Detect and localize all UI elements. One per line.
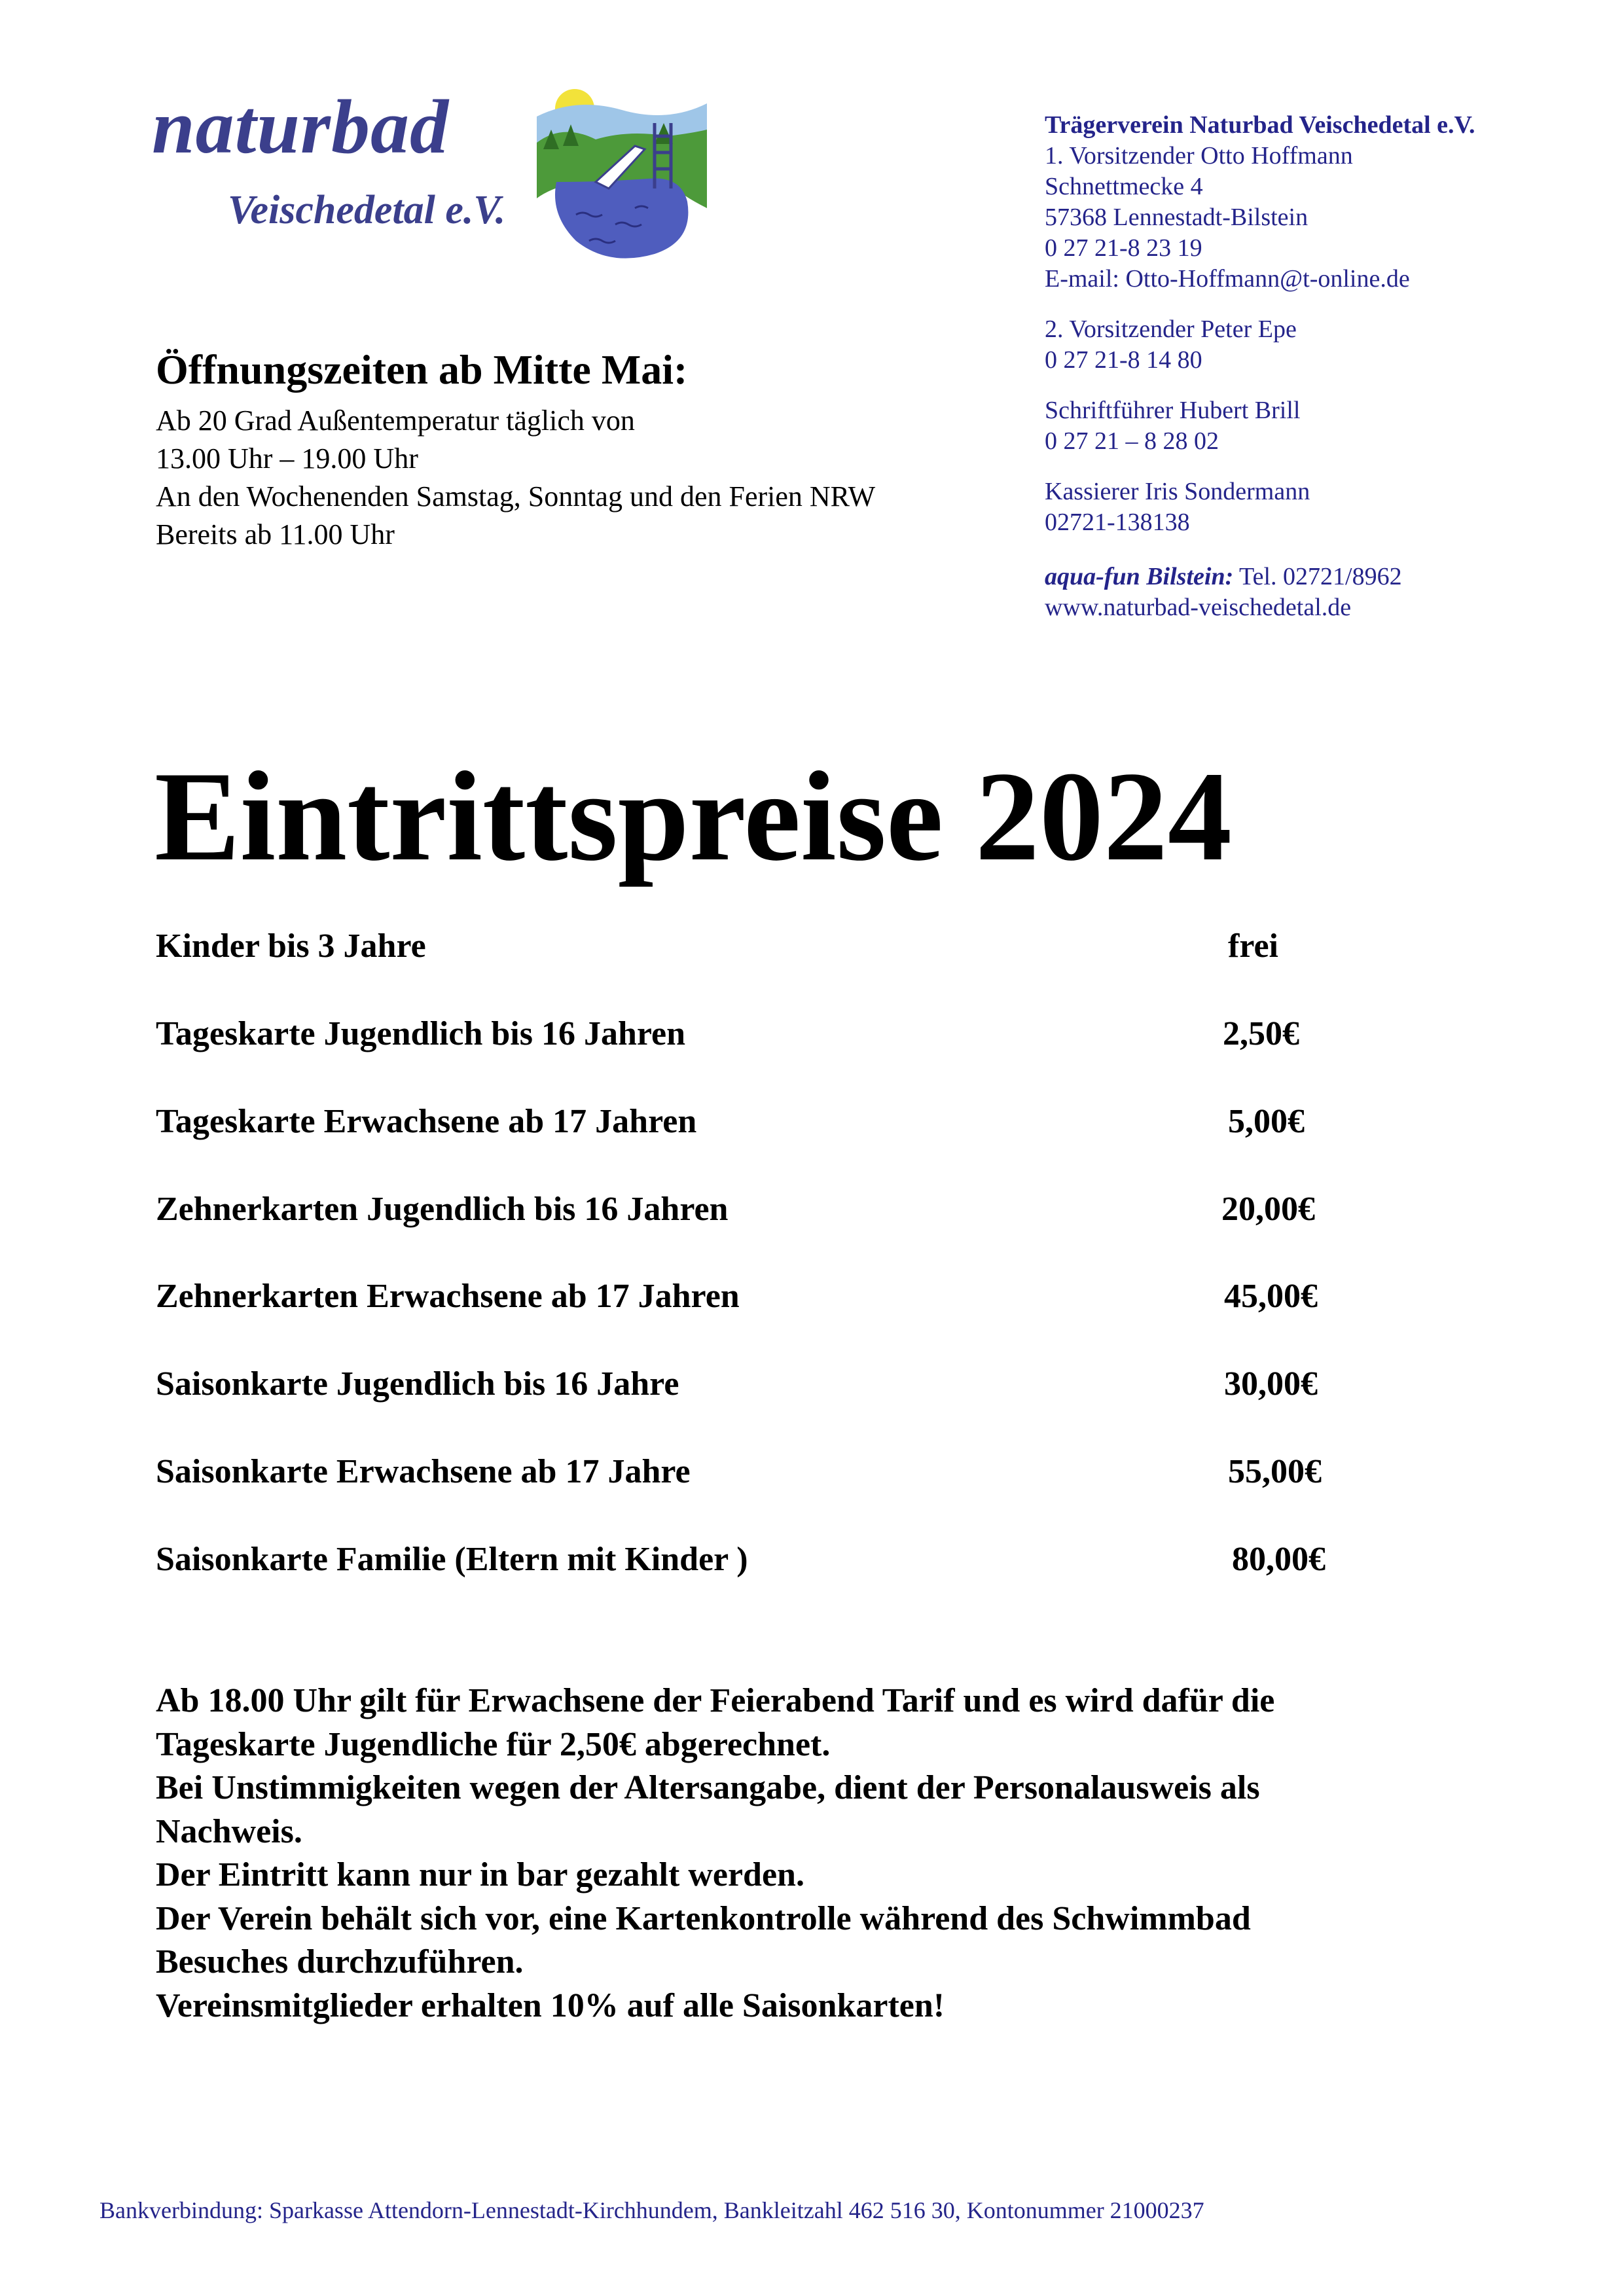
note-line: Ab 18.00 Uhr gilt für Erwachsene der Feierabend Tarif und es wird dafür die: [156, 1682, 1275, 1719]
price-value: 20,00€: [1221, 1191, 1315, 1228]
hours-text: [156, 402, 1072, 554]
org-name: Trägerverein Naturbad Veischedetal e.V.: [1045, 111, 1475, 139]
price-value: 5,00€: [1228, 1103, 1305, 1140]
phone4: 02721-138138: [1045, 509, 1190, 536]
price-label: Tageskarte Jugendlich bis 16 Jahren: [156, 1015, 686, 1052]
price-value: 45,00€: [1224, 1278, 1318, 1315]
pond-logo-icon: [537, 84, 707, 267]
note-line: Der Verein behält sich vor, eine Kartenkontrolle während des Schwimmbad: [156, 1899, 1251, 1937]
price-label: Kinder bis 3 Jahre: [156, 927, 426, 965]
hours-line: An den Wochenenden Samstag, Sonntag und den Ferien NRW: [156, 480, 876, 512]
price-value: 55,00€: [1228, 1453, 1322, 1490]
price-label: Saisonkarte Familie (Eltern mit Kinder ): [156, 1541, 748, 1578]
price-label: Zehnerkarten Erwachsene ab 17 Jahren: [156, 1278, 740, 1315]
secretary: Schriftführer Hubert Brill: [1045, 397, 1301, 424]
bank-footer: Bankverbindung: Sparkasse Attendorn-Lennestadt-Kirchhundem, Bankleitzahl 462 516 30, Kontonummer 21000237: [99, 2197, 1204, 2223]
note-line: Tageskarte Jugendliche für 2,50€ abgerechnet.: [156, 1725, 831, 1763]
notes-block: [156, 1679, 1563, 2028]
email-link[interactable]: E-mail: Otto-Hoffmann@t-online.de: [1045, 265, 1410, 293]
price-value: 80,00€: [1232, 1541, 1326, 1578]
note-line: Besuches durchzuführen.: [156, 1943, 524, 1981]
page-title: Eintrittspreise 2024: [154, 745, 1232, 888]
price-value: 2,50€: [1223, 1015, 1299, 1052]
logo-subtitle: Veischedetal e.V.: [228, 188, 506, 232]
hours-line: 13.00 Uhr – 19.00 Uhr: [156, 442, 418, 475]
street: Schnettmecke 4: [1045, 173, 1203, 200]
price-label: Tageskarte Erwachsene ab 17 Jahren: [156, 1103, 697, 1140]
chair1: 1. Vorsitzender Otto Hoffmann: [1045, 142, 1353, 170]
note-line: Bei Unstimmigkeiten wegen der Altersangabe, dient der Personalausweis als: [156, 1769, 1260, 1806]
price-label: Saisonkarte Jugendlich bis 16 Jahre: [156, 1365, 679, 1403]
logo-wordmark: naturbad: [152, 84, 449, 170]
price-label: Zehnerkarten Jugendlich bis 16 Jahren: [156, 1191, 729, 1228]
aquafun-line: [1045, 562, 1608, 592]
hours-line: Ab 20 Grad Außentemperatur täglich von: [156, 404, 635, 437]
hours-line: Bereits ab 11.00 Uhr: [156, 518, 395, 550]
price-label: Saisonkarte Erwachsene ab 17 Jahre: [156, 1453, 691, 1490]
price-value: frei: [1228, 927, 1278, 965]
city: 57368 Lennestadt-Bilstein: [1045, 204, 1308, 231]
phone3: 0 27 21 – 8 28 02: [1045, 427, 1219, 455]
price-value: 30,00€: [1224, 1365, 1318, 1403]
treasurer: Kassierer Iris Sondermann: [1045, 478, 1310, 505]
aquafun-phone: Tel. 02721/8962: [1233, 563, 1402, 590]
website-link[interactable]: www.naturbad-veischedetal.de: [1045, 594, 1352, 621]
phone2: 0 27 21-8 14 80: [1045, 346, 1202, 374]
note-line: Nachweis.: [156, 1812, 302, 1850]
aquafun-label: aqua-fun Bilstein:: [1045, 563, 1234, 590]
phone1: 0 27 21-8 23 19: [1045, 234, 1202, 262]
hours-title: Öffnungszeiten ab Mitte Mai:: [156, 346, 688, 393]
chair2: 2. Vorsitzender Peter Epe: [1045, 315, 1297, 343]
note-line: Der Eintritt kann nur in bar gezahlt werden.: [156, 1856, 804, 1893]
contact-block: [1045, 110, 1608, 623]
note-line: Vereinsmitglieder erhalten 10% auf alle Saisonkarten!: [156, 1986, 945, 2024]
